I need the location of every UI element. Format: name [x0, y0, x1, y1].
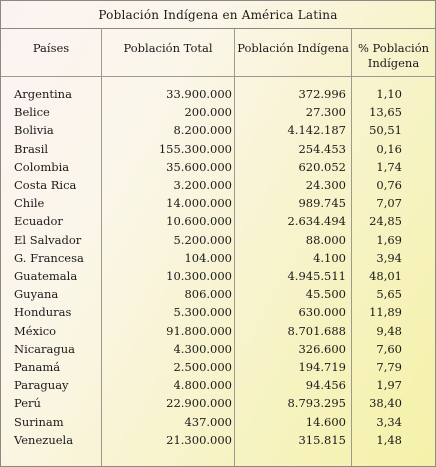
country-cell: Belice	[14, 105, 50, 120]
country-cell: Costa Rica	[14, 178, 77, 192]
total-population-cell: 10.300.000	[166, 269, 232, 283]
country-cell: Paraguay	[14, 378, 69, 393]
indigenous-population-cell: 4.100	[313, 250, 346, 265]
header-indigenous-population: Población Indígena	[237, 41, 349, 55]
percent-cell: 7,07	[376, 196, 402, 211]
percent-cell: 5,65	[376, 287, 402, 302]
percent-cell: 1,48	[376, 432, 402, 447]
indigenous-population-cell: 4.142.187	[287, 123, 346, 138]
country-cell: Brasil	[14, 141, 49, 156]
table-row	[1, 231, 435, 249]
country-cell: Venezuela	[14, 432, 74, 447]
percent-cell: 3,34	[376, 414, 402, 429]
indigenous-population-cell: 45.500	[305, 287, 346, 302]
percent-cell: 1,69	[376, 232, 402, 247]
indigenous-population-cell: 372.996	[298, 87, 346, 101]
indigenous-population-cell: 620.052	[298, 159, 346, 174]
country-cell: Guatemala	[14, 269, 78, 283]
total-population-cell: 10.600.000	[166, 214, 232, 229]
total-population-cell: 35.600.000	[166, 159, 232, 174]
country-cell: Ecuador	[14, 214, 63, 229]
percent-cell: 38,40	[369, 396, 402, 411]
country-cell: G. Francesa	[14, 250, 84, 265]
country-cell: México	[14, 323, 57, 338]
header-percent-line2: Indígena	[367, 56, 420, 70]
total-population-cell: 104.000	[184, 250, 232, 265]
header-percent-indigenous	[352, 41, 435, 71]
indigenous-population-cell: 194.719	[298, 360, 346, 374]
total-population-cell: 437.000	[184, 414, 232, 429]
total-population-cell: 14.000.000	[166, 196, 232, 211]
indigenous-population-cell: 315.815	[298, 432, 346, 447]
percent-cell: 3,94	[376, 250, 402, 265]
percent-cell: 48,01	[369, 269, 402, 283]
percent-cell: 7,60	[376, 341, 402, 356]
table-row	[1, 194, 435, 212]
percent-cell: 50,51	[369, 123, 402, 138]
percent-cell: 0,76	[376, 178, 402, 192]
indigenous-population-cell: 2.634.494	[287, 214, 346, 229]
header-percent-line1: % Población	[357, 41, 430, 55]
indigenous-population-cell: 989.745	[298, 196, 346, 211]
country-cell: El Salvador	[14, 232, 82, 247]
indigenous-population-cell: 14.600	[305, 414, 346, 429]
total-population-cell: 2.500.000	[173, 360, 232, 374]
table-row	[1, 413, 435, 431]
country-cell: Argentina	[14, 87, 72, 101]
country-cell: Surinam	[14, 414, 64, 429]
total-population-cell: 8.200.000	[173, 123, 232, 138]
indigenous-population-cell: 8.701.688	[287, 323, 346, 338]
percent-cell: 1,10	[376, 87, 402, 101]
total-population-cell: 21.300.000	[166, 432, 232, 447]
table-row	[1, 121, 435, 139]
total-population-cell: 4.800.000	[173, 378, 232, 393]
indigenous-population-cell: 8.793.295	[287, 396, 346, 411]
percent-cell: 1,74	[376, 159, 402, 174]
country-cell: Nicaragua	[14, 341, 76, 356]
table-row	[1, 431, 435, 449]
table-row	[1, 85, 435, 103]
total-population-cell: 91.800.000	[166, 323, 232, 338]
indigenous-population-cell: 94.456	[305, 378, 346, 393]
table-row	[1, 285, 435, 303]
total-population-cell: 33.900.000	[166, 87, 232, 101]
table-row	[1, 340, 435, 358]
table-row	[1, 376, 435, 394]
indigenous-population-cell: 326.600	[298, 341, 346, 356]
country-cell: Chile	[14, 196, 45, 211]
table-row	[1, 322, 435, 340]
indigenous-population-cell: 254.453	[298, 141, 346, 156]
total-population-cell: 155.300.000	[158, 141, 232, 156]
table-row	[1, 267, 435, 285]
table-row	[1, 394, 435, 412]
total-population-cell: 3.200.000	[173, 178, 232, 192]
header-divider	[1, 76, 435, 77]
indigenous-population-cell: 4.945.511	[287, 269, 346, 283]
table-row	[1, 212, 435, 230]
country-cell: Colombia	[14, 159, 70, 174]
total-population-cell: 200.000	[184, 105, 232, 120]
percent-cell: 11,89	[369, 305, 402, 320]
table-row	[1, 249, 435, 267]
total-population-cell: 806.000	[184, 287, 232, 302]
percent-cell: 0,16	[376, 141, 402, 156]
indigenous-population-cell: 24.300	[305, 178, 346, 192]
table-row	[1, 158, 435, 176]
table-title: Población Indígena en América Latina	[1, 1, 435, 29]
total-population-cell: 4.300.000	[173, 341, 232, 356]
percent-cell: 7,79	[376, 360, 402, 374]
header-country: Países	[32, 41, 70, 55]
country-cell: Honduras	[14, 305, 72, 320]
total-population-cell: 5.200.000	[173, 232, 232, 247]
country-cell: Guyana	[14, 287, 59, 302]
percent-cell: 1,97	[376, 378, 402, 393]
total-population-cell: 5.300.000	[173, 305, 232, 320]
percent-cell: 13,65	[369, 105, 402, 120]
table-row	[1, 103, 435, 121]
total-population-cell: 22.900.000	[166, 396, 232, 411]
country-cell: Bolivia	[14, 123, 54, 138]
table-row	[1, 303, 435, 321]
country-cell: Perú	[14, 396, 41, 411]
indigenous-population-cell: 88.000	[305, 232, 346, 247]
header-total-population: Población Total	[123, 41, 213, 55]
table-row	[1, 358, 435, 376]
percent-cell: 9,48	[376, 323, 402, 338]
percent-cell: 24,85	[369, 214, 402, 229]
table-row	[1, 140, 435, 158]
indigenous-population-cell: 27.300	[305, 105, 346, 120]
country-cell: Panamá	[14, 360, 61, 374]
table-row	[1, 176, 435, 194]
indigenous-population-cell: 630.000	[298, 305, 346, 320]
